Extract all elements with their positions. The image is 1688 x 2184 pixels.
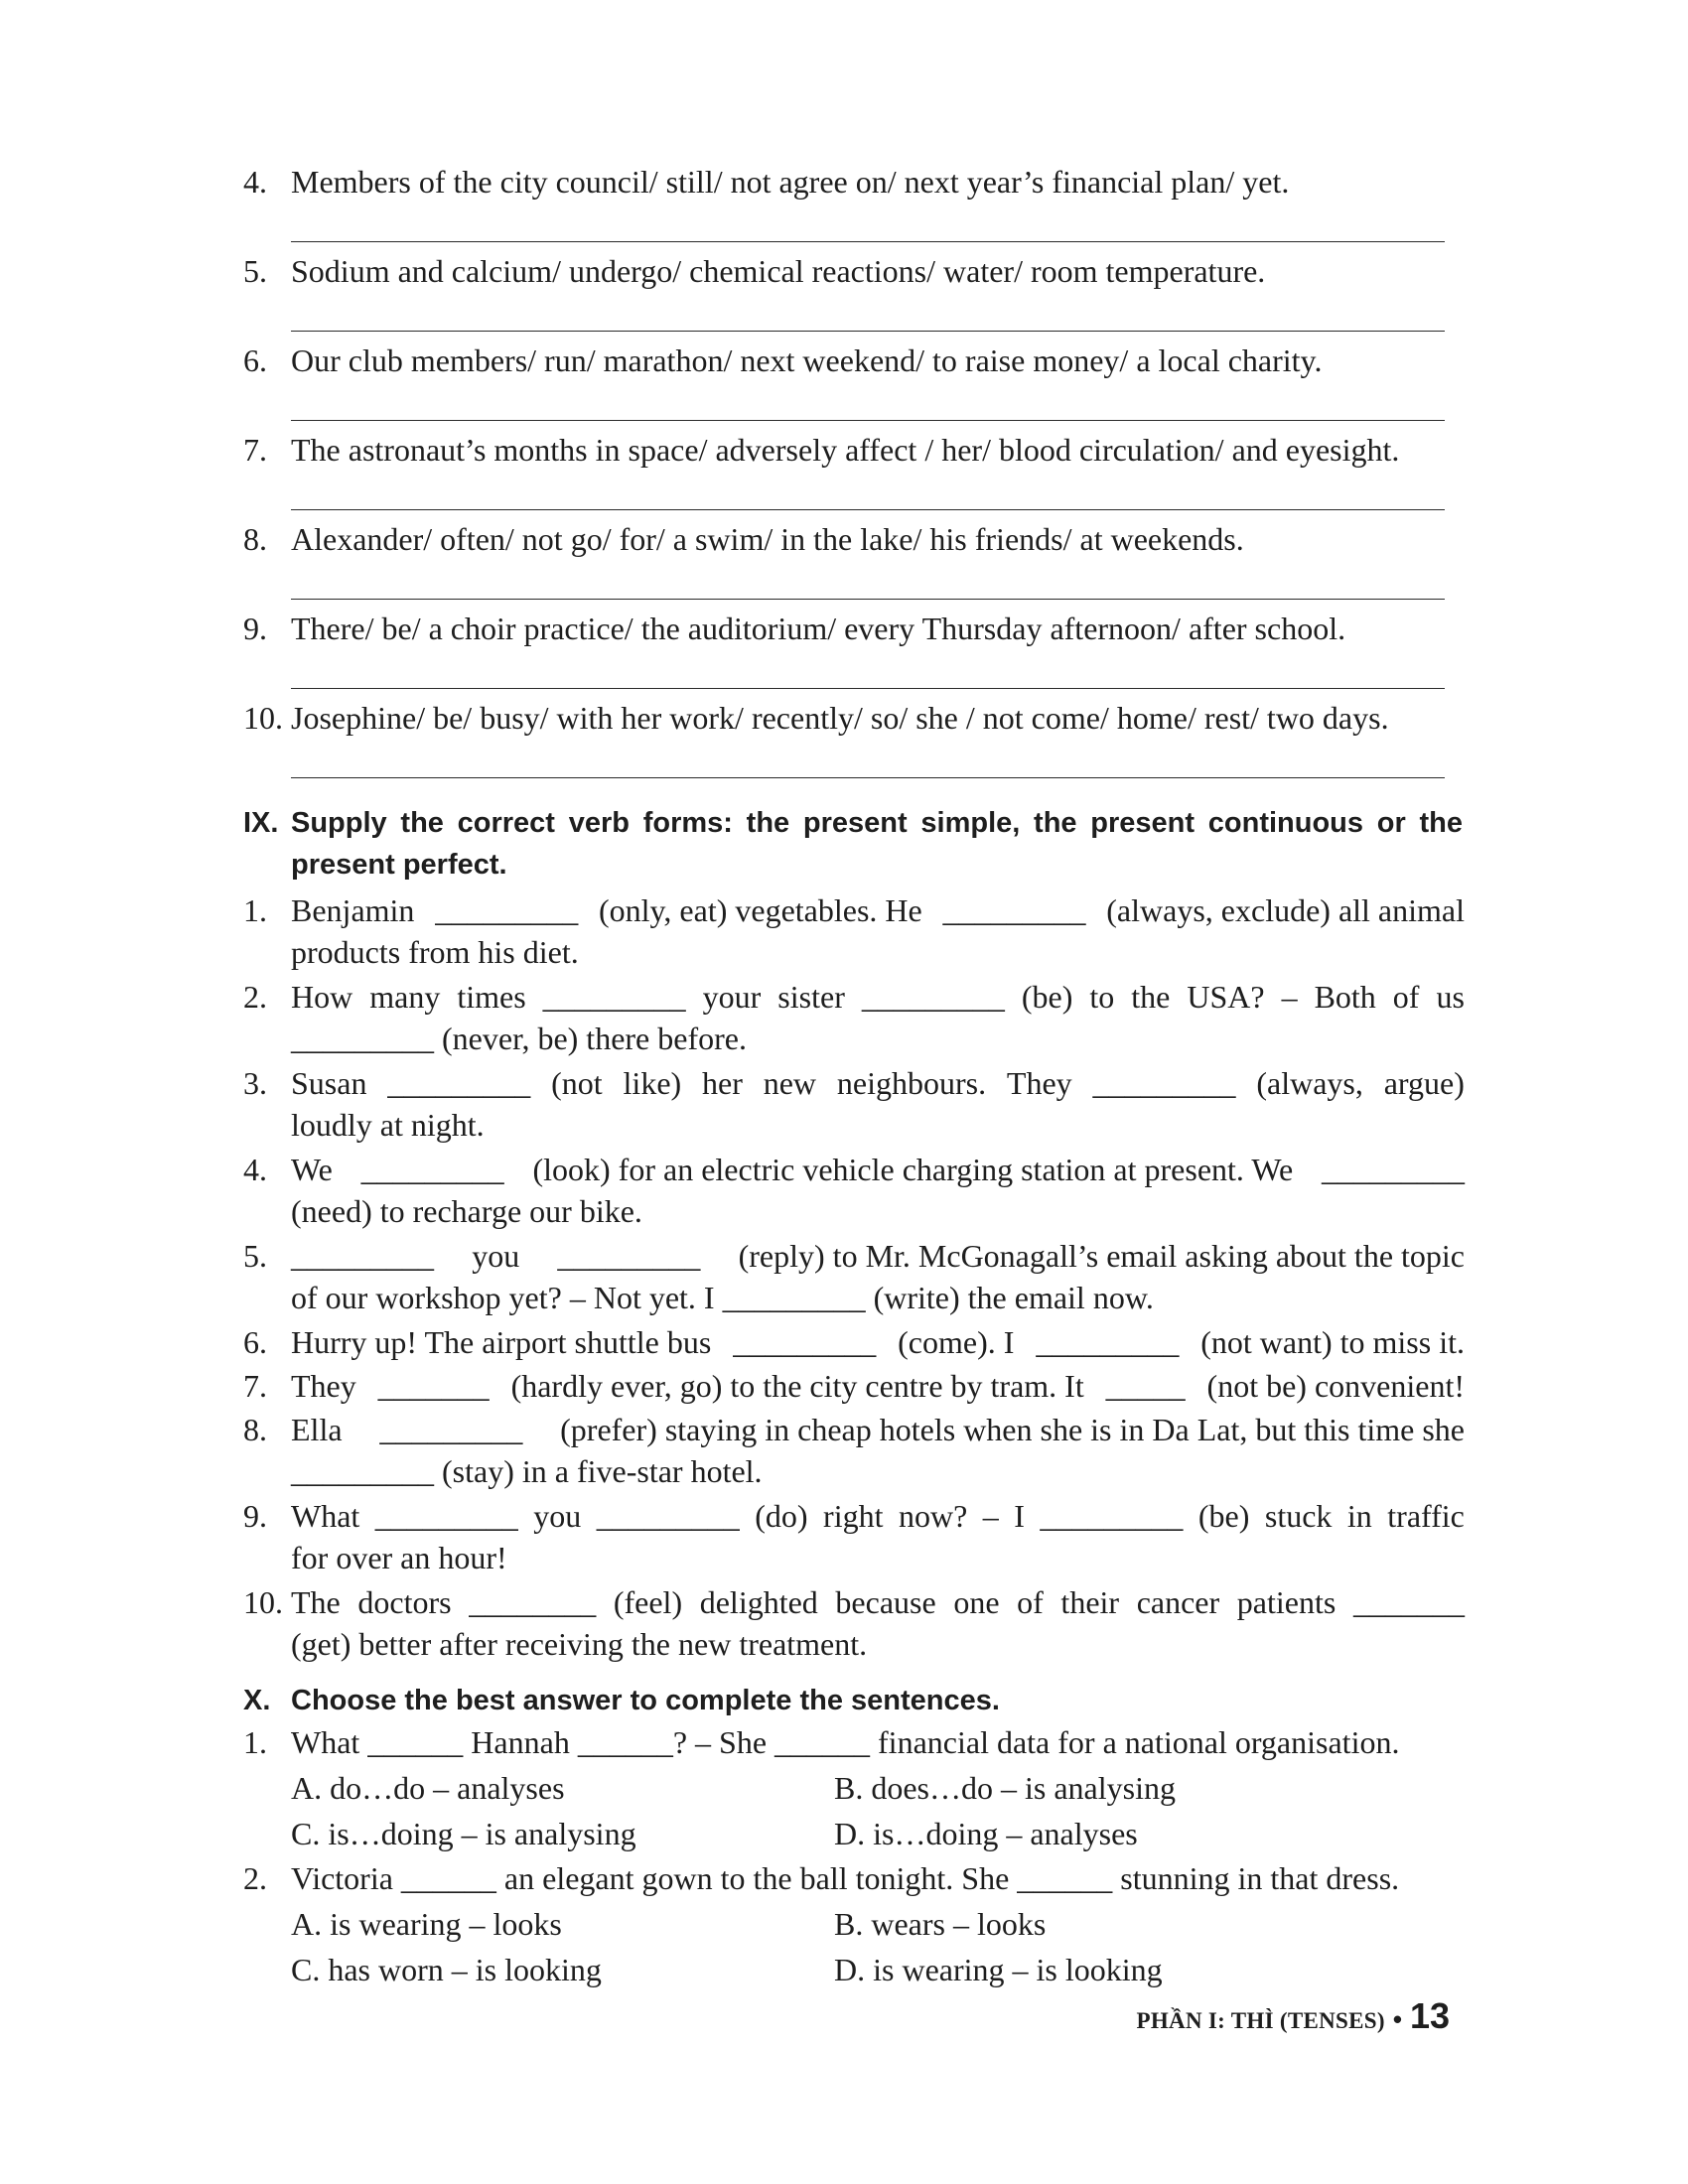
item-line-1: They _______ (hardly ever, go) to the city centre by tram. It _____ (not be) convenient! xyxy=(291,1365,1465,1407)
item-line-2: _________ (stay) in a five-star hotel. xyxy=(291,1453,763,1489)
item-number: 5. xyxy=(243,1238,267,1274)
blank[interactable]: _________ xyxy=(374,1498,518,1534)
blank[interactable]: _________ xyxy=(1036,1324,1180,1360)
item-number: 4. xyxy=(243,1152,267,1187)
section-number: X. xyxy=(243,1685,271,1716)
blank[interactable]: _________ xyxy=(360,1152,504,1187)
footer-section-title: PHẦN I: THÌ (TENSES) xyxy=(1136,2008,1385,2033)
blank[interactable]: _________ xyxy=(435,892,579,928)
item-line-1: Hurry up! The airport shuttle bus _________ (come). I _________ (not want) to miss it. xyxy=(291,1321,1465,1363)
item-number: 10. xyxy=(243,700,283,736)
item-line-1: What _________ you _________ (do) right now? – I _________ (be) stuck in traffic xyxy=(291,1495,1465,1537)
item-line-1: The doctors ________ (feel) delighted because one of their cancer patients _______ xyxy=(291,1581,1465,1623)
footer-bullet: • xyxy=(1392,2004,1402,2034)
item-number: 5. xyxy=(243,253,267,289)
answer-line[interactable] xyxy=(291,241,1445,242)
blank[interactable]: ________ xyxy=(469,1584,597,1620)
blank[interactable]: _________ xyxy=(861,979,1005,1015)
blank[interactable]: _________ xyxy=(1322,1152,1465,1187)
blank[interactable]: _____ xyxy=(1105,1368,1186,1404)
item-line-2: (need) to recharge our bike. xyxy=(291,1193,642,1229)
section-number: IX. xyxy=(243,807,279,839)
item-number: 2. xyxy=(243,1860,267,1896)
blank[interactable]: _________ xyxy=(291,1238,434,1274)
blank[interactable]: _______ xyxy=(1352,1584,1465,1620)
item-line-1: Benjamin _________ (only, eat) vegetables. He _________ (always, exclude) all animal xyxy=(291,889,1465,931)
blank[interactable]: _________ xyxy=(1092,1065,1236,1101)
item-prompt: Josephine/ be/ busy/ with her work/ recently/ so/ she / not come/ home/ rest/ two days. xyxy=(291,700,1389,736)
item-line-2: products from his diet. xyxy=(291,934,579,970)
page-footer xyxy=(1137,1995,1450,2037)
option-b[interactable]: B. does…do – is analysing xyxy=(834,1770,1176,1806)
item-number: 6. xyxy=(243,342,267,378)
option-d[interactable]: D. is…doing – analyses xyxy=(834,1816,1138,1851)
blank[interactable]: _________ xyxy=(733,1324,877,1360)
item-prompt: The astronaut’s months in space/ adversely affect / her/ blood circulation/ and eyesight. xyxy=(291,432,1400,468)
answer-line[interactable] xyxy=(291,331,1445,332)
section-title: Choose the best answer to complete the sentences. xyxy=(291,1685,1000,1716)
blank[interactable]: _________ xyxy=(379,1412,523,1447)
item-line-1: Susan _________ (not like) her new neighbours. They _________ (always, argue) xyxy=(291,1062,1465,1104)
blank[interactable]: _________ xyxy=(942,892,1086,928)
blank[interactable]: _________ xyxy=(1040,1498,1184,1534)
question-text: Victoria ______ an elegant gown to the ball tonight. She ______ stunning in that dress. xyxy=(291,1860,1400,1896)
item-number: 6. xyxy=(243,1324,267,1360)
item-number: 3. xyxy=(243,1065,267,1101)
item-prompt: Sodium and calcium/ undergo/ chemical reactions/ water/ room temperature. xyxy=(291,253,1266,289)
option-a[interactable]: A. is wearing – looks xyxy=(291,1906,562,1942)
item-line-1: Ella _________ (prefer) staying in cheap hotels when she is in Da Lat, but this time she xyxy=(291,1409,1465,1450)
item-prompt: There/ be/ a choir practice/ the auditorium/ every Thursday afternoon/ after school. xyxy=(291,611,1346,646)
answer-line[interactable] xyxy=(291,599,1445,600)
answer-line[interactable] xyxy=(291,777,1445,778)
option-b[interactable]: B. wears – looks xyxy=(834,1906,1047,1942)
page-number: 13 xyxy=(1409,1995,1450,2036)
blank[interactable]: _______ xyxy=(377,1368,490,1404)
item-line-2: for over an hour! xyxy=(291,1540,507,1575)
item-line-1: How many times _________ your sister _________ (be) to the USA? – Both of us xyxy=(291,976,1465,1018)
item-number: 10. xyxy=(243,1584,283,1620)
item-number: 4. xyxy=(243,164,267,200)
answer-line[interactable] xyxy=(291,420,1445,421)
item-line-1: We _________ (look) for an electric vehicle charging station at present. We _________ xyxy=(291,1149,1465,1190)
item-number: 7. xyxy=(243,432,267,468)
item-prompt: Our club members/ run/ marathon/ next weekend/ to raise money/ a local charity. xyxy=(291,342,1323,378)
blank[interactable]: _________ xyxy=(557,1238,701,1274)
option-c[interactable]: C. has worn – is looking xyxy=(291,1952,602,1987)
item-prompt: Members of the city council/ still/ not agree on/ next year’s financial plan/ yet. xyxy=(291,164,1290,200)
item-number: 1. xyxy=(243,1724,267,1760)
item-number: 9. xyxy=(243,611,267,646)
option-a[interactable]: A. do…do – analyses xyxy=(291,1770,565,1806)
answer-line[interactable] xyxy=(291,509,1445,510)
item-number: 1. xyxy=(243,892,267,928)
item-number: 2. xyxy=(243,979,267,1015)
item-prompt: Alexander/ often/ not go/ for/ a swim/ in the lake/ his friends/ at weekends. xyxy=(291,521,1244,557)
item-line-2: _________ (never, be) there before. xyxy=(291,1021,747,1056)
blank[interactable]: _________ xyxy=(596,1498,740,1534)
item-line-2: loudly at night. xyxy=(291,1107,485,1143)
item-line-1: _________ you _________ (reply) to Mr. McGonagall’s email asking about the topic xyxy=(291,1235,1465,1277)
item-number: 8. xyxy=(243,1412,267,1447)
question-text: What ______ Hannah ______? – She ______ financial data for a national organisation. xyxy=(291,1724,1400,1760)
item-number: 9. xyxy=(243,1498,267,1534)
section-title: Supply the correct verb forms: the present simple, the present continuous or the present perfect. xyxy=(291,807,1463,881)
item-number: 7. xyxy=(243,1368,267,1404)
blank[interactable]: _________ xyxy=(542,979,686,1015)
item-number: 8. xyxy=(243,521,267,557)
answer-line[interactable] xyxy=(291,688,1445,689)
option-d[interactable]: D. is wearing – is looking xyxy=(834,1952,1163,1987)
item-line-2: of our workshop yet? – Not yet. I _________ (write) the email now. xyxy=(291,1280,1154,1315)
item-line-2: (get) better after receiving the new treatment. xyxy=(291,1626,868,1662)
option-c[interactable]: C. is…doing – is analysing xyxy=(291,1816,636,1851)
blank[interactable]: _________ xyxy=(387,1065,531,1101)
